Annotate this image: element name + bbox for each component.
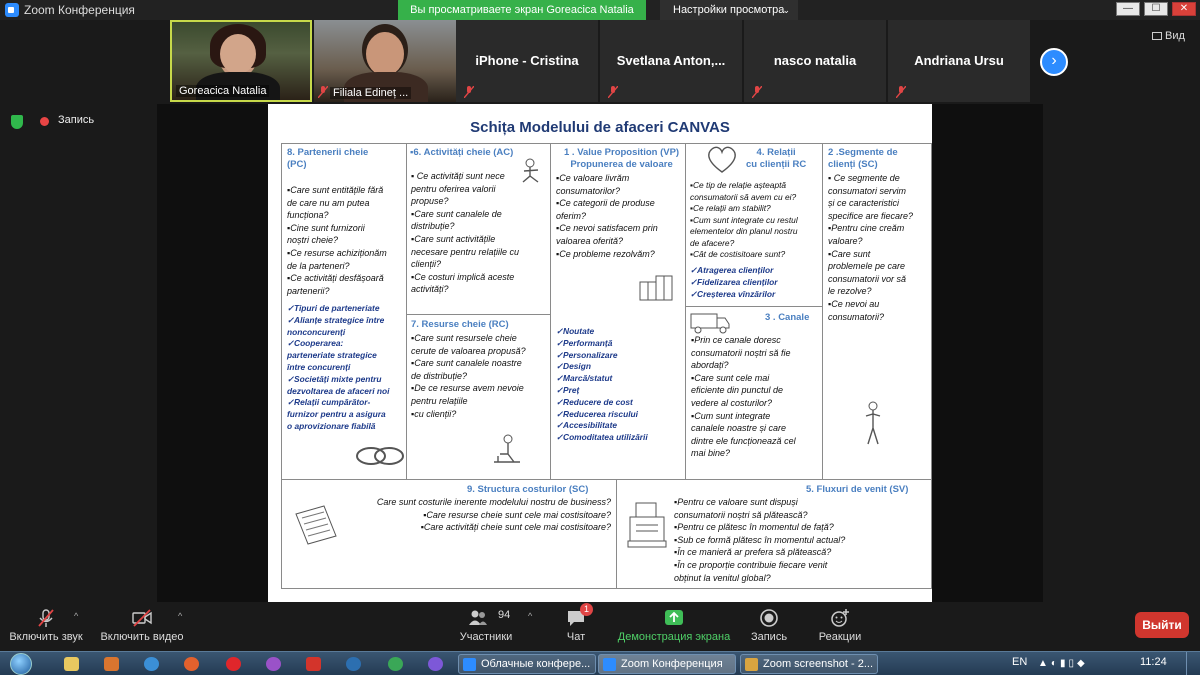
internet-explorer-icon[interactable] xyxy=(144,657,159,671)
question-line: ▪ Ce activități sunt nece xyxy=(411,171,505,181)
question-line: ▪În ce manieră ar prefera să plătească? xyxy=(674,547,832,558)
participant-video-tile[interactable] xyxy=(744,20,886,102)
resources-questions xyxy=(411,332,526,420)
question-line: ▪Pentru ce plătesc în momentul de față? xyxy=(674,522,834,533)
unmute-label: Включить звук xyxy=(9,631,83,643)
participants-button[interactable] xyxy=(450,603,533,651)
reactions-button[interactable] xyxy=(812,603,868,651)
chain-link-icon xyxy=(354,442,406,470)
chat-unread-badge: 1 xyxy=(580,603,593,616)
participant-name: Svetlana Anton,... xyxy=(616,53,726,68)
participant-name: Filiala Edineț ... xyxy=(330,87,411,99)
heart-icon xyxy=(704,144,740,174)
grid-icon xyxy=(1152,32,1162,40)
bullet-line: ✓Performanță xyxy=(556,337,613,348)
participant-video-tile[interactable] xyxy=(314,20,456,102)
video-off-icon xyxy=(132,608,152,628)
partners-heading xyxy=(287,147,368,171)
question-line: ▪Care sunt cele mai xyxy=(691,372,770,383)
question-line: ▪Ce resurse achiziționăm xyxy=(287,247,387,258)
taskbar-window-label: Zoom Конференция xyxy=(621,658,723,670)
question-line: ▪Ce costuri implică aceste xyxy=(411,271,515,282)
invoice-papers-icon xyxy=(290,502,346,548)
question-line: ▪Ce tip de relație așteaptă xyxy=(690,180,787,190)
value-questions xyxy=(556,172,658,260)
muted-mic-icon xyxy=(464,86,474,98)
system-tray-icons[interactable]: ▲◐▮▯◆ xyxy=(1038,658,1088,669)
question-line: abordați? xyxy=(691,360,729,371)
partners-heading-line: 8. Partenerii cheie xyxy=(287,147,369,158)
opera-icon[interactable] xyxy=(226,657,241,671)
question-line: necesare pentru relațiile cu xyxy=(411,246,520,257)
share-screen-icon xyxy=(664,608,684,628)
question-line: consumatorii noștri să fie xyxy=(691,347,791,358)
question-line: pentru relațiile xyxy=(411,395,468,406)
zoom-logo-icon xyxy=(5,3,19,17)
question-line: pentru oferirea valorii xyxy=(411,183,496,194)
partners-questions xyxy=(287,184,387,297)
taskbar-window-label: Облачные конфере... xyxy=(481,658,591,670)
view-button-label: Вид xyxy=(1165,30,1185,42)
bullet-line: ✓Reducere de cost xyxy=(556,396,633,407)
zoom-app-icon xyxy=(603,658,616,671)
question-line: specifice are fiecare? xyxy=(828,210,914,221)
bullet-line: nonconcurenți xyxy=(287,326,346,337)
question-line: de afacere? xyxy=(690,237,735,248)
question-line: ▪Cât de costisitoare sunt? xyxy=(690,249,786,259)
unmute-button[interactable] xyxy=(0,603,92,651)
question-line: ▪Cum sunt integrate cu restul xyxy=(690,214,798,225)
network-icon[interactable] xyxy=(346,657,361,671)
close-button[interactable]: ✕ xyxy=(1172,2,1196,16)
question-line: ▪Prin ce canale doresc xyxy=(691,335,781,345)
record-icon xyxy=(759,608,779,628)
bullet-line: ✓Relații cumpărător- xyxy=(287,397,371,408)
participants-icon xyxy=(468,608,488,628)
worker-icon xyxy=(518,156,548,186)
paint-app-icon xyxy=(745,658,758,671)
photos-icon[interactable] xyxy=(266,657,281,671)
slide-title: Schița Modelului de afaceri CANVAS xyxy=(470,119,730,136)
view-button[interactable] xyxy=(1152,30,1185,42)
explorer-icon[interactable] xyxy=(64,657,79,671)
chevron-up-icon[interactable]: ^ xyxy=(528,611,533,621)
costs-heading: 9. Structura costurilor (SC) xyxy=(467,484,589,495)
shared-slide xyxy=(268,104,932,602)
relations-questions xyxy=(690,180,798,261)
start-button[interactable] xyxy=(6,652,40,675)
muted-mic-icon xyxy=(608,86,618,98)
question-line: de distribuție? xyxy=(411,370,468,381)
question-line: valoarea oferită? xyxy=(556,235,624,246)
question-line: ▪De ce resurse avem nevoie xyxy=(411,383,524,394)
question-line: ▪Care sunt canalele de xyxy=(411,208,502,219)
reactions-label: Реакции xyxy=(818,631,862,643)
participant-video-tile[interactable] xyxy=(600,20,742,102)
bullet-line: ✓Reducerea riscului xyxy=(556,408,638,419)
question-line: clienții? xyxy=(411,259,442,270)
question-line: mai bine? xyxy=(691,448,731,459)
value-heading-line: Propunerea de valoare xyxy=(570,159,673,170)
media-player-icon[interactable] xyxy=(104,657,119,671)
participant-name: iPhone - Cristina xyxy=(475,53,579,68)
taskbar-window-zoom[interactable] xyxy=(598,654,736,674)
question-line: ▪În ce proporție contribuie fiecare venit xyxy=(674,559,828,570)
question-line: cerute de valoarea propusă? xyxy=(411,345,526,356)
muted-mic-icon xyxy=(896,86,906,98)
bullet-line: ✓Alianțe strategice între xyxy=(287,314,385,325)
chrome-icon[interactable] xyxy=(388,657,403,671)
start-video-label: Включить видео xyxy=(100,631,184,643)
participant-name: Andriana Ursu xyxy=(914,53,1004,68)
share-screen-button[interactable] xyxy=(612,603,736,651)
participant-video-tile[interactable] xyxy=(456,20,598,102)
question-line: ▪Ce categorii de produse xyxy=(556,198,655,209)
participant-face xyxy=(366,32,404,76)
chevron-right-icon: › xyxy=(1051,52,1057,69)
muted-mic-icon xyxy=(752,86,762,98)
participants-label: Участники xyxy=(459,631,513,643)
bullet-line: dezvoltarea de afaceri noi xyxy=(287,385,390,396)
bullet-line: ✓Noutate xyxy=(556,326,595,336)
question-line: de care nu am putea xyxy=(287,197,370,208)
question-line: consumatorii noștri să plătească? xyxy=(674,509,808,520)
revenue-questions xyxy=(674,496,845,584)
question-line: consumatorii? xyxy=(828,311,885,322)
record-button[interactable] xyxy=(742,603,796,651)
question-line: și ce caracteristici xyxy=(828,198,900,209)
resources-heading: 7. Resurse cheie (RC) xyxy=(411,319,509,330)
question-line: ▪Care sunt activitățile xyxy=(411,233,496,244)
show-desktop-button[interactable] xyxy=(1186,652,1200,675)
question-line: partenerii? xyxy=(287,285,330,296)
next-page-button[interactable] xyxy=(1040,48,1068,76)
recording-icon xyxy=(40,117,49,126)
segments-heading-line: 2 .Segmente de xyxy=(828,147,898,158)
question-line: ▪Care resurse cheie sunt cele mai costisitoare? xyxy=(423,509,611,520)
participant-video-tile[interactable] xyxy=(888,20,1030,102)
bullet-line: ✓Tipuri de parteneriate xyxy=(287,303,380,313)
bullet-line: între concurenți xyxy=(287,361,351,372)
windows-logo-icon xyxy=(10,653,32,675)
revenue-heading: 5. Fluxuri de venit (SV) xyxy=(806,484,909,495)
bullet-line: ✓Comoditatea utilizării xyxy=(556,432,648,443)
question-line: ▪ Ce segmente de xyxy=(828,173,900,183)
bullet-line: parteneriate strategice xyxy=(287,350,377,361)
question-line: ▪Care sunt canalele noastre xyxy=(411,358,522,369)
bullet-line: ✓Cooperarea: xyxy=(287,338,344,349)
participant-video-tile[interactable] xyxy=(170,20,312,102)
question-line: activități? xyxy=(411,284,449,295)
chat-button[interactable] xyxy=(548,603,604,651)
question-line: obținut la venitul global? xyxy=(674,572,771,583)
relations-heading-line: cu clienții RC xyxy=(746,159,807,170)
question-line: distribuție? xyxy=(411,221,455,232)
partners-bullets xyxy=(287,303,389,433)
viber-icon[interactable] xyxy=(428,657,443,671)
view-options-menu[interactable] xyxy=(660,0,798,20)
relations-heading-line: 4. Relații xyxy=(756,147,796,158)
record-label: Запись xyxy=(750,631,788,643)
question-line: le rezolve? xyxy=(828,286,872,297)
segments-questions xyxy=(828,172,913,323)
question-line: ▪Ce probleme rezolvăm? xyxy=(556,248,655,259)
bullet-line: furnizor pentru a asigura xyxy=(287,409,386,420)
costs-questions xyxy=(347,496,611,534)
question-line: valoare? xyxy=(828,235,863,246)
bullet-line: ✓Atragerea clienților xyxy=(690,265,774,275)
relations-bullets xyxy=(690,265,778,300)
question-line: consumatorii să avem cu ei? xyxy=(690,191,797,202)
chevron-up-icon[interactable]: ^ xyxy=(178,611,183,621)
question-line: noștri cheie? xyxy=(287,235,339,246)
value-heading-line: 1 . Value Proposition (VP) xyxy=(564,147,680,158)
taskbar-window-cloud-meetings[interactable] xyxy=(458,654,596,674)
cash-register-icon xyxy=(624,497,670,549)
screen-share-banner: Вы просматриваете экран Goreacica Natalia xyxy=(398,0,646,20)
activities-questions xyxy=(411,170,519,296)
channels-questions xyxy=(691,334,796,460)
maximize-button[interactable]: ☐ xyxy=(1144,2,1168,16)
participants-count: 94 xyxy=(498,609,511,621)
question-line: ▪Cine sunt furnizorii xyxy=(287,222,365,233)
question-line: ▪Care sunt xyxy=(828,248,871,259)
question-line: ▪Pentru ce valoare sunt dispuși xyxy=(674,497,798,507)
firefox-icon[interactable] xyxy=(184,657,199,671)
taskbar-window-screenshot[interactable] xyxy=(740,654,878,674)
bullet-line: o aprovizionare fiabilă xyxy=(287,420,376,431)
start-video-button[interactable] xyxy=(96,603,188,651)
reaction-emoji-icon xyxy=(830,608,850,628)
taskbar-clock[interactable]: 11:24 xyxy=(1140,656,1167,668)
bullet-line: ✓Design xyxy=(556,361,591,372)
question-line: ▪Care sunt entitățile fără xyxy=(287,185,384,195)
worker-desk-icon xyxy=(490,432,524,466)
participant-face xyxy=(220,34,256,74)
question-line: oferim? xyxy=(556,210,587,221)
standing-person-icon xyxy=(860,400,886,448)
question-line: de la parteneri? xyxy=(287,260,350,271)
question-line: propuse? xyxy=(411,196,449,207)
window-title: Zoom Конференция xyxy=(24,3,135,17)
question-line: eficiente din punctul de xyxy=(691,385,784,396)
encryption-shield-icon[interactable] xyxy=(11,115,23,129)
question-line: ▪Care sunt resursele cheie xyxy=(411,333,517,343)
partners-heading-line: (PC) xyxy=(287,159,307,170)
relations-heading xyxy=(746,147,806,171)
chevron-up-icon[interactable]: ^ xyxy=(74,611,79,621)
value-bullets xyxy=(556,326,648,444)
share-screen-label: Демонстрация экрана xyxy=(617,631,731,643)
question-line: canalele noastre și care xyxy=(691,423,787,434)
chevron-down-icon: ⌄ xyxy=(782,5,790,15)
question-line: ▪Cum sunt integrate xyxy=(691,410,771,421)
leave-meeting-button[interactable]: Выйти xyxy=(1135,612,1189,638)
muted-mic-icon xyxy=(36,608,56,628)
bullet-line: ✓Preț xyxy=(556,384,580,395)
question-line: consumatori servim xyxy=(828,185,907,196)
question-line: ▪Ce nevoi satisfacem prin xyxy=(556,223,658,234)
question-line: Care sunt costurile inerente modelului nostru de business? xyxy=(376,497,611,507)
activities-heading: ▪6. Activități cheie (AC) xyxy=(410,147,514,158)
channels-heading: 3 . Canale xyxy=(765,312,810,323)
gift-boxes-icon xyxy=(636,268,678,304)
participant-name: Goreacica Natalia xyxy=(176,85,269,97)
question-line: consumatorii vor să xyxy=(828,273,907,284)
bullet-line: ✓Accesibilitate xyxy=(556,420,618,431)
question-line: ▪Ce relații am stabilit? xyxy=(690,203,771,213)
bullet-line: ✓Personalizare xyxy=(556,349,618,360)
segments-heading xyxy=(828,147,898,171)
zoom-app-icon xyxy=(463,658,476,671)
question-line: consumatorilor? xyxy=(556,185,621,196)
bullet-line: ✓Societăți mixte pentru xyxy=(287,373,382,384)
question-line: ▪Care activități cheie sunt cele mai costisitoare? xyxy=(420,522,611,533)
bullet-line: ✓Fidelizarea clienților xyxy=(690,276,778,287)
delivery-truck-icon xyxy=(688,308,732,336)
title-bar xyxy=(0,0,1200,20)
question-line: elementelor din planul nostru xyxy=(690,226,798,236)
question-line: vedere al costurilor? xyxy=(691,397,773,408)
muted-mic-icon xyxy=(318,86,328,98)
vivaldi-icon[interactable] xyxy=(306,657,321,671)
bullet-line: ✓Marcă/statut xyxy=(556,373,613,384)
meeting-toolbar xyxy=(0,603,1200,651)
question-line: ▪Ce valoare livrăm xyxy=(556,173,630,183)
minimize-button[interactable]: — xyxy=(1116,2,1140,16)
question-line: funcționa? xyxy=(287,210,329,221)
question-line: ▪Pentru cine creăm xyxy=(828,223,905,234)
question-line: ▪Ce activități desfășoară xyxy=(287,273,384,284)
question-line: ▪Ce nevoi au xyxy=(828,298,880,309)
question-line: dintre ele funcționează cel xyxy=(691,435,796,446)
value-heading xyxy=(564,147,679,171)
participant-name: nasco natalia xyxy=(773,53,857,68)
question-line: problemele pe care xyxy=(828,261,906,272)
view-options-label: Настройки просмотра xyxy=(673,4,785,16)
language-indicator[interactable]: EN xyxy=(1012,656,1028,668)
chat-label: Чат xyxy=(566,631,586,643)
taskbar-window-label: Zoom screenshot - 2... xyxy=(763,658,874,670)
windows-taskbar xyxy=(0,651,1200,675)
segments-heading-line: clienți (SC) xyxy=(828,159,878,170)
question-line: ▪Sub ce formă plătesc în momentul actual? xyxy=(674,534,846,545)
recording-label: Запись xyxy=(58,114,95,126)
question-line: ▪cu clienții? xyxy=(411,408,457,419)
bullet-line: ✓Creșterea vînzărilor xyxy=(690,288,776,299)
